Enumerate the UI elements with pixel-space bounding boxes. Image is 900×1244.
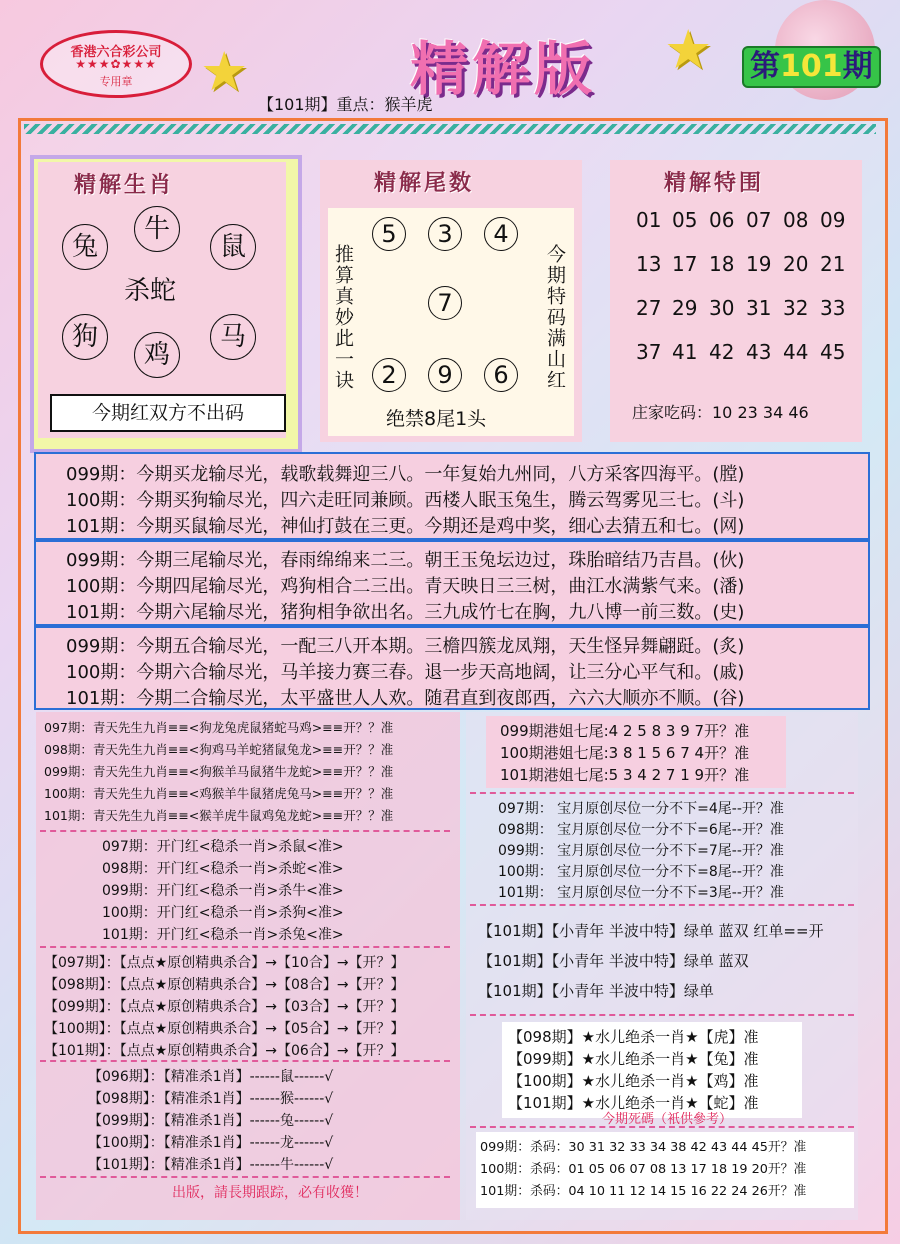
poem-line: 101期：今期二合输尽光，太平盛世人人欢。随君直到夜郎西，六六大顺亦不顺。(谷) [66, 688, 745, 709]
kaimen-line: 101期：开门红<稳杀一肖>杀兔<准> [102, 927, 344, 943]
special-number: 27 [636, 296, 662, 320]
slogan: 出版，請長期跟踪，必有收獲！ [172, 1185, 368, 1201]
precise-kill-line: 【098期】：【精准杀1肖】------猴------√ [88, 1091, 334, 1107]
special-number: 45 [820, 340, 846, 364]
tail-left-verse: 推算真妙此一诀 [332, 244, 354, 391]
special-number: 06 [709, 208, 735, 232]
animal-circle: 马 [210, 314, 256, 360]
special-number: 31 [746, 296, 772, 320]
issue-prefix: 第 [750, 49, 780, 84]
seal-bottom-text: 专用章 [99, 75, 133, 88]
divider [470, 1126, 854, 1128]
page-title: 精解版 [410, 35, 597, 103]
zodiac-title: 精解生肖 [74, 173, 175, 198]
kaimen-line: 097期：开门红<稳杀一肖>杀鼠<准> [102, 839, 344, 855]
tail-right-verse: 今期特码满山红 [544, 244, 566, 391]
poem-line: 100期：今期六合输尽光，马羊接力赛三春。退一步天高地阔，让三分心平气和。(戚) [66, 662, 745, 683]
animal-circle: 牛 [134, 206, 180, 252]
issue-suffix: 期 [842, 49, 873, 84]
special-number: 33 [820, 296, 846, 320]
baoyue-line: 100期： 宝月原创尽位一分不下=8尾--开？准 [498, 864, 784, 880]
tail-number: 9 [428, 358, 462, 392]
special-number: 01 [636, 208, 662, 232]
divider [470, 904, 854, 906]
poem-block-zodiac [34, 452, 870, 540]
nine-xiao-line: 101期：青天先生九肖≡≡<猴羊虎牛鼠鸡兔龙蛇>≡≡开？？准 [44, 808, 394, 823]
focus-text: 【101期】重点：猴羊虎 [258, 95, 433, 114]
he-kill-line: 【100期】：【点点★原创精典杀合】→【05合】→【开？】 [44, 1021, 405, 1037]
seven-tail-line: 101期港姐七尾:5 3 4 2 7 1 9开？准 [500, 766, 750, 784]
tail-title: 精解尾数 [374, 171, 475, 196]
poem-block-he [34, 626, 870, 710]
special-box [610, 160, 862, 442]
poem-line: 101期：今期六尾输尽光，猪狗相争欲出名。三九成竹七在胸，九八博一前三数。(史) [66, 602, 745, 623]
kill-zodiac: 杀蛇 [124, 276, 177, 306]
divider [40, 946, 450, 948]
shuier-line: 【098期】★水儿绝杀一肖★【虎】准 [508, 1028, 759, 1046]
precise-kill-line: 【100期】：【精准杀1肖】------龙------√ [88, 1135, 334, 1151]
divider [40, 830, 450, 832]
divider [470, 792, 854, 794]
zodiac-box [38, 162, 286, 438]
company-seal [40, 30, 192, 98]
zigzag-border [24, 124, 876, 134]
nine-xiao-line: 099期：青天先生九肖≡≡<狗猴羊马鼠猪牛龙蛇>≡≡开？？准 [44, 764, 394, 779]
nine-xiao-line: 098期：青天先生九肖≡≡<狗鸡马羊蛇猪鼠兔龙>≡≡开？？准 [44, 742, 394, 757]
special-number: 32 [783, 296, 809, 320]
special-number: 19 [746, 252, 772, 276]
divider [40, 1060, 450, 1062]
he-kill-line: 【098期】：【点点★原创精典杀合】→【08合】→【开？】 [44, 977, 405, 993]
he-kill-line: 【101期】：【点点★原创精典杀合】→【06合】→【开？】 [44, 1043, 405, 1059]
tail-number: 5 [372, 217, 406, 251]
baoyue-line: 098期： 宝月原创尽位一分不下=6尾--开？准 [498, 822, 784, 838]
animal-circle: 兔 [62, 224, 108, 270]
special-number: 08 [783, 208, 809, 232]
animal-circle: 狗 [62, 314, 108, 360]
special-number: 21 [820, 252, 846, 276]
special-number: 13 [636, 252, 662, 276]
special-number: 41 [672, 340, 698, 364]
poem-line: 099期：今期买龙输尽光，载歌载舞迎三八。一年复始九州同，八方采客四海平。(膛) [66, 464, 745, 485]
he-kill-line: 【099期】：【点点★原创精典杀合】→【03合】→【开？】 [44, 999, 405, 1015]
he-kill-line: 【097期】：【点点★原创精典杀合】→【10合】→【开？】 [44, 955, 405, 971]
poem-line: 101期：今期买鼠输尽光，神仙打鼓在三更。今期还是鸡中奖，细心去猜五和七。(网) [66, 516, 745, 537]
tail-number: 4 [484, 217, 518, 251]
dead-codes-title: 今期死碼（衹供參考） [602, 1112, 733, 1127]
tail-number: 6 [484, 358, 518, 392]
seven-tail-line: 099期港姐七尾:4 2 5 8 3 9 7开？准 [500, 722, 750, 740]
star-icon: ★ [664, 18, 713, 81]
zodiac-footer: 今期红双方不出码 [50, 394, 286, 432]
seal-top-text: 香港六合彩公司 [70, 45, 162, 60]
dead-code-line: 099期：杀码：30 31 32 33 34 38 42 43 44 45开？准 [480, 1140, 807, 1155]
baoyue-line: 097期： 宝月原创尽位一分不下=4尾--开？准 [498, 801, 784, 817]
xiaoqing-line: 【101期】【小青年 半波中特】绿单 蓝双 [478, 952, 749, 970]
shuier-line: 【099期】★水儿绝杀一肖★【兔】准 [508, 1050, 759, 1068]
kaimen-line: 098期：开门红<稳杀一肖>杀蛇<准> [102, 861, 344, 877]
nine-xiao-line: 097期：青天先生九肖≡≡<狗龙兔虎鼠猪蛇马鸡>≡≡开？？准 [44, 720, 394, 735]
special-number: 09 [820, 208, 846, 232]
kaimen-line: 100期：开门红<稳杀一肖>杀狗<准> [102, 905, 344, 921]
poem-line: 100期：今期买狗输尽光，四六走旺同兼顾。西楼人眠玉兔生，腾云驾雾见三七。(斗) [66, 490, 745, 511]
special-number: 17 [672, 252, 698, 276]
kaimen-line: 099期：开门红<稳杀一肖>杀牛<准> [102, 883, 344, 899]
dead-code-line: 101期：杀码：04 10 11 12 14 15 16 22 24 26开？准 [480, 1184, 807, 1199]
poem-block-tail [34, 540, 870, 626]
special-title: 精解特围 [664, 171, 765, 196]
right-column [466, 712, 858, 1220]
precise-kill-line: 【099期】：【精准杀1肖】------兔------√ [88, 1113, 334, 1129]
special-number: 07 [746, 208, 772, 232]
seal-stars: ★★★✿★★★ [75, 57, 157, 71]
poem-line: 099期：今期三尾输尽光，春雨绵绵来二三。朝王玉兔坛边过，珠胎暗结乃吉昌。(伙) [66, 550, 745, 571]
animal-circle: 鸡 [134, 332, 180, 378]
tail-number: 2 [372, 358, 406, 392]
precise-kill-line: 【096期】：【精准杀1肖】------鼠------√ [88, 1069, 334, 1085]
left-column [36, 712, 460, 1220]
special-number: 30 [709, 296, 735, 320]
issue-number: 101 [780, 49, 843, 84]
baoyue-line: 099期： 宝月原创尽位一分不下=7尾--开？准 [498, 843, 784, 859]
tail-number: 7 [428, 286, 462, 320]
nine-xiao-line: 100期：青天先生九肖≡≡<鸡猴羊牛鼠猪虎兔马>≡≡开？？准 [44, 786, 394, 801]
special-number: 42 [709, 340, 735, 364]
special-number: 05 [672, 208, 698, 232]
xiaoqing-line: 【101期】【小青年 半波中特】绿单 蓝双 红单==开 [478, 922, 824, 940]
tail-box [320, 160, 582, 442]
tail-footer: 绝禁8尾1头 [386, 408, 487, 430]
tail-number: 3 [428, 217, 462, 251]
divider [470, 1014, 854, 1016]
baoyue-line: 101期： 宝月原创尽位一分不下=3尾--开？准 [498, 885, 784, 901]
special-number: 18 [709, 252, 735, 276]
special-number: 37 [636, 340, 662, 364]
shuier-line: 【101期】★水儿绝杀一肖★【蛇】准 [508, 1094, 759, 1112]
divider [40, 1176, 450, 1178]
poem-line: 100期：今期四尾输尽光，鸡狗相合二三出。青天映日三三树，曲江水满紫气来。(潘) [66, 576, 745, 597]
special-number: 20 [783, 252, 809, 276]
banker-numbers: 庄家吃码：10 23 34 46 [632, 403, 809, 422]
poem-line: 099期：今期五合输尽光，一配三八开本期。三檐四簇龙凤翔，天生怪异舞翩跹。(炙) [66, 636, 745, 657]
dead-code-line: 100期：杀码：01 05 06 07 08 13 17 18 19 20开？准 [480, 1162, 807, 1177]
special-number: 29 [672, 296, 698, 320]
xiaoqing-line: 【101期】【小青年 半波中特】绿单 [478, 982, 714, 1000]
shuier-line: 【100期】★水儿绝杀一肖★【鸡】准 [508, 1072, 759, 1090]
special-number: 44 [783, 340, 809, 364]
animal-circle: 鼠 [210, 224, 256, 270]
star-icon: ★ [200, 40, 249, 103]
seven-tail-line: 100期港姐七尾:3 8 1 5 6 7 4开？准 [500, 744, 750, 762]
issue-badge [742, 46, 881, 88]
precise-kill-line: 【101期】：【精准杀1肖】------牛------√ [88, 1157, 334, 1173]
special-number: 43 [746, 340, 772, 364]
